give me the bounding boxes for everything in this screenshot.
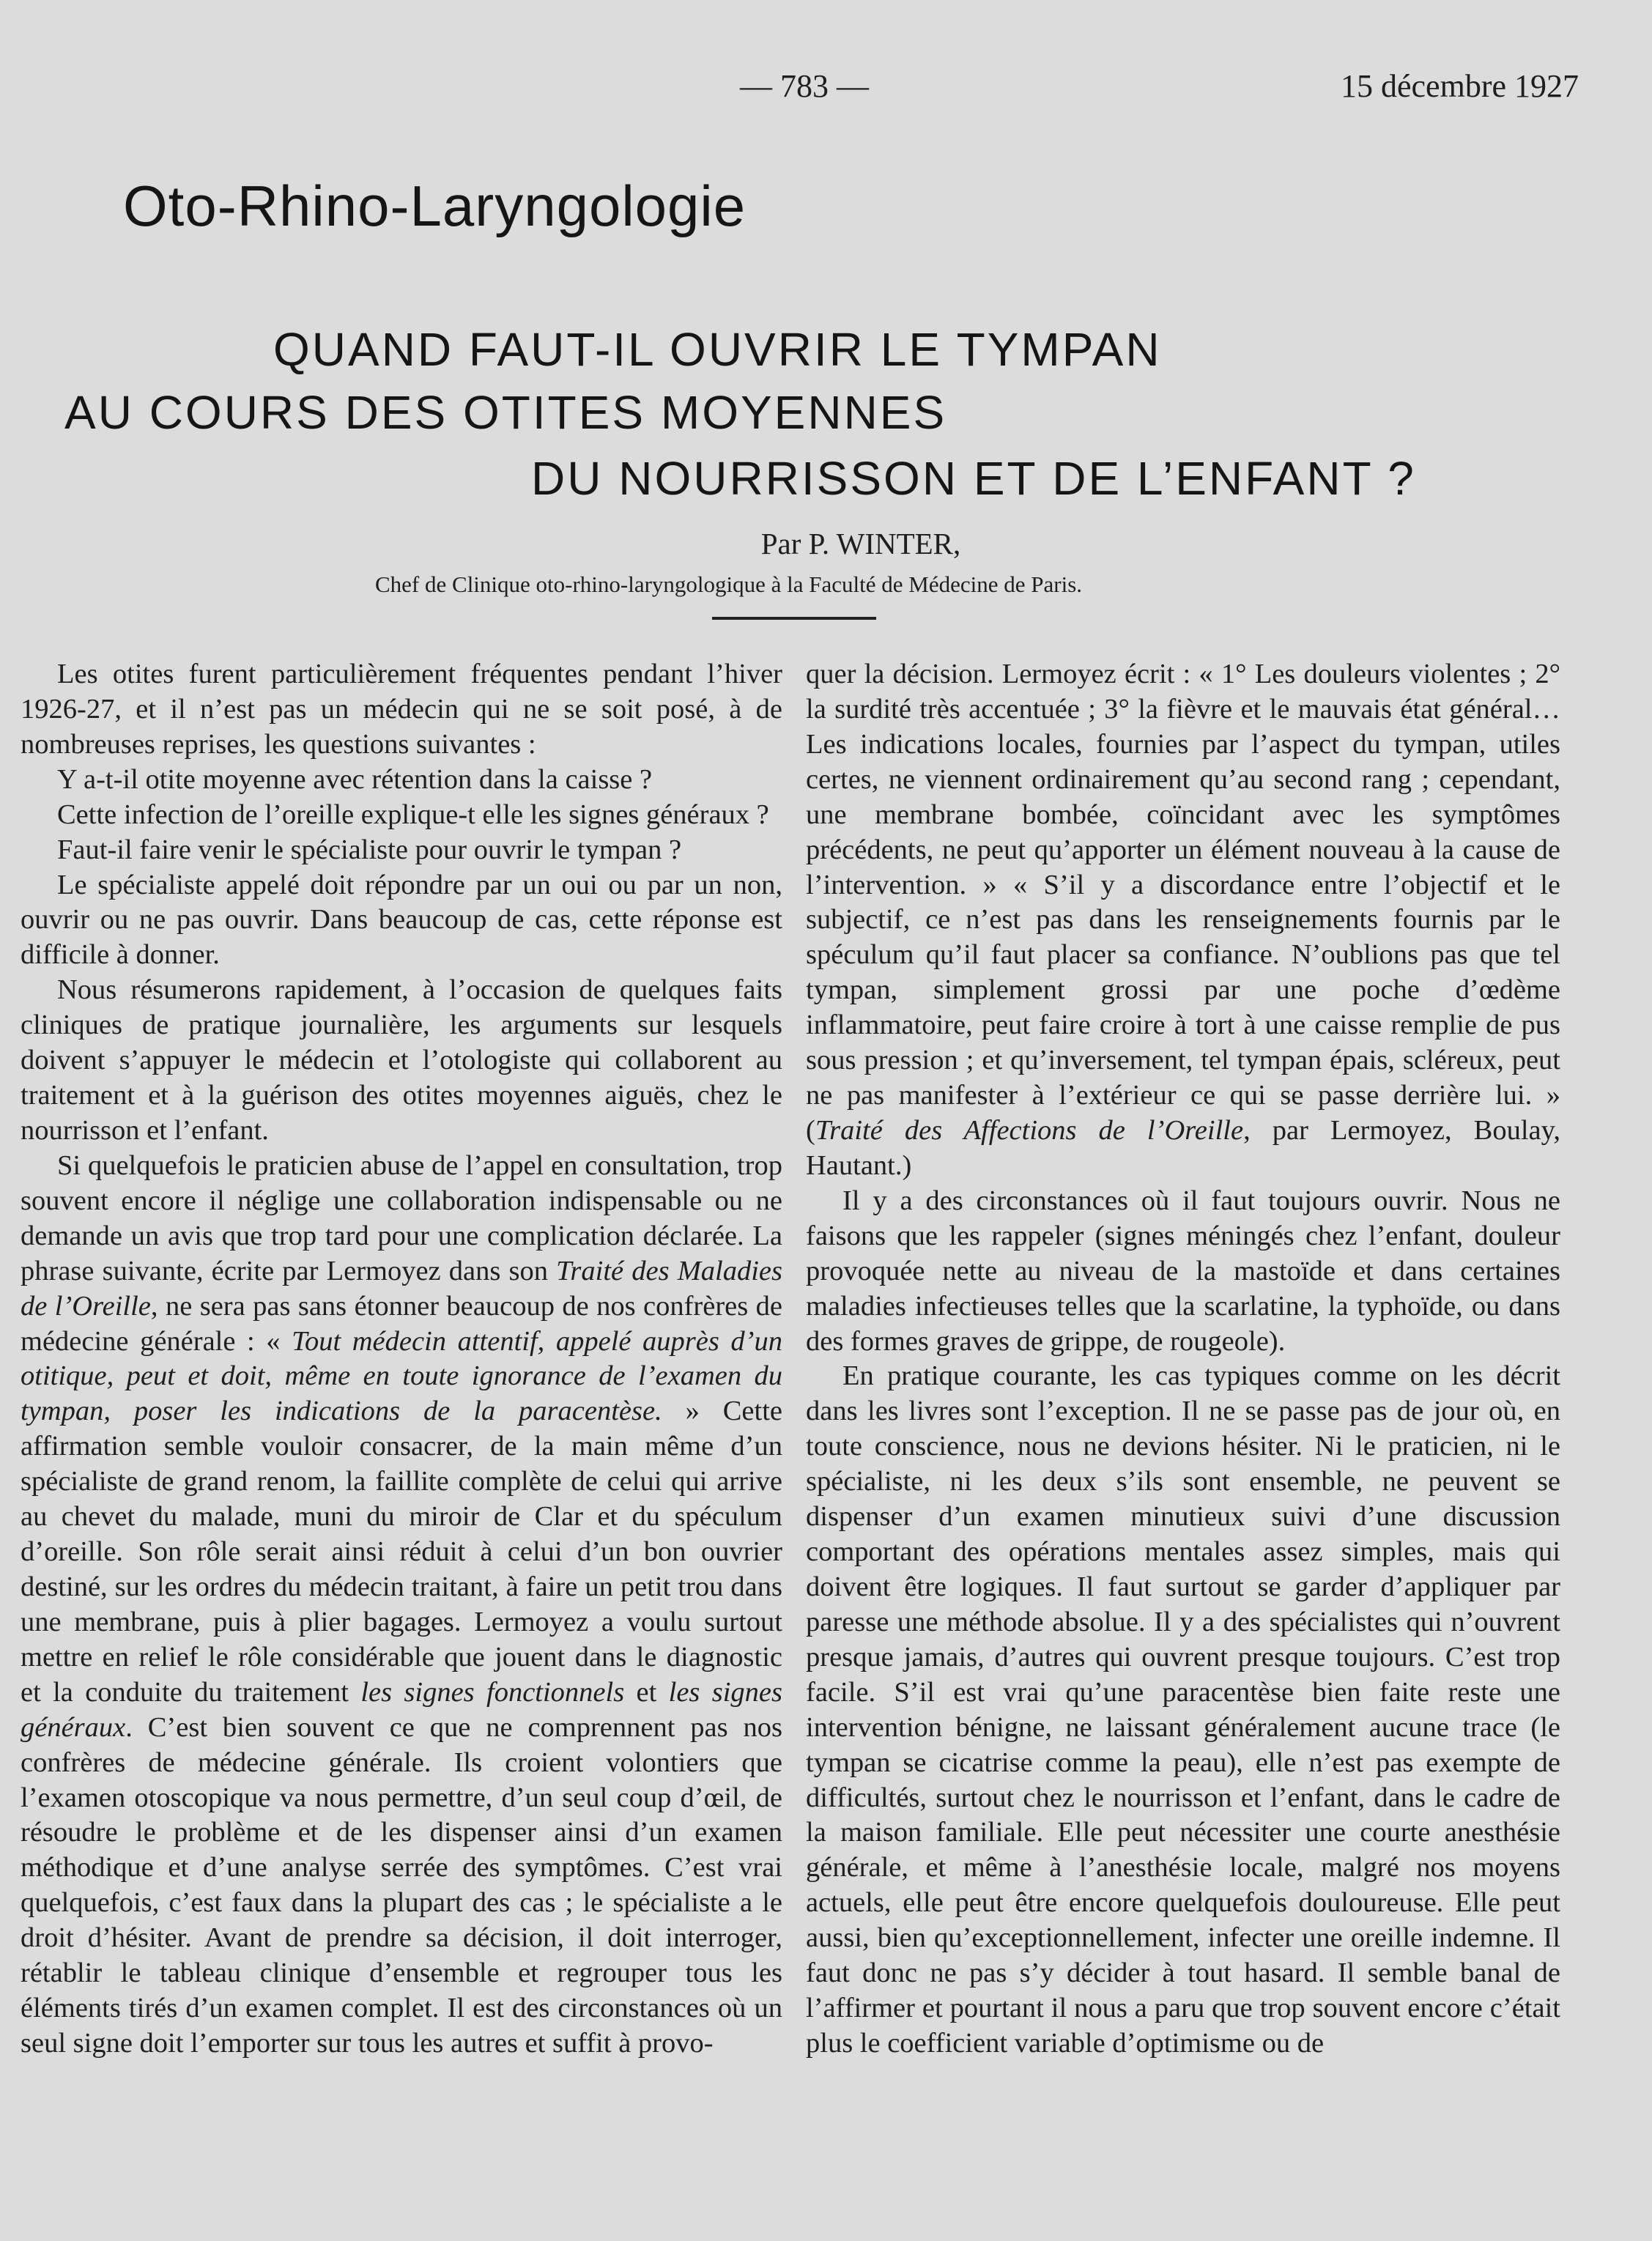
paragraph bbox=[806, 657, 1560, 1184]
text-run: Si quelquefois le praticien abuse de l’appel en consultation, trop souvent encore il néglige une collaboration indispensable ou ne demande un avis que trop tard pour une complication déclarée. La phrase suivante, écrite par Lermoyez dans son bbox=[21, 1149, 782, 1286]
book-title: Traité des Affections de l’Oreille bbox=[815, 1114, 1244, 1146]
title-divider-rule bbox=[712, 617, 876, 620]
paragraph: Les otites furent particulièrement fréquentes pendant l’hiver 1926-27, et il n’est pas un médecin qui ne se soit posé, à de nombreuses reprises, les questions suivantes : bbox=[21, 659, 782, 760]
text-run: » Cette affirmation semble vouloir consacrer, de la main même d’un spécialiste de grand renom, la faillite complète de celui qui arrive au chevet du malade, muni du miroir de Clar et du spéculum d’oreille. Son rôle serait ainsi réduit à celui d’un bon ouvrier destiné, sur les ordres du médecin traitant, à faire un petit trou dans une membrane, puis à plier bagages. Lermoyez a voulu surtout mettre en relief le rôle considérable que jouent dans le diagnostic et la conduite du traitement bbox=[21, 1396, 782, 1708]
paragraph: Le spécialiste appelé doit répondre par un oui ou par un non, ouvrir ou ne pas ouvrir. Dans beaucoup de cas, cette réponse est difficile à donner. bbox=[21, 869, 782, 971]
text-run: , ne sera pas sans étonner beaucoup de nos confrères de médecine générale : « bbox=[21, 1290, 782, 1357]
paragraph: Y a-t-il otite moyenne avec rétention dans la caisse ? bbox=[57, 763, 653, 795]
book-title: Traité des Maladies de l’Oreille bbox=[21, 1255, 782, 1322]
paragraph: Nous résumerons rapidement, à l’occasion de quelques faits cliniques de pratique journalière, les arguments sur lesquels doivent s’appuyer le médecin et l’otologiste qui collaborent au traitement et à la guérison des otites moyennes aiguës, chez le nourrisson et l’enfant. bbox=[21, 974, 782, 1146]
emphasis: les signes généraux bbox=[21, 1676, 782, 1743]
left-column bbox=[21, 657, 782, 2062]
right-column bbox=[806, 657, 1560, 2062]
quotation: Tout médecin attentif, appelé auprès d’un otitique, peut et doit, même en toute ignorance de l’examen du tympan, poser les indications de la paracentèse. bbox=[21, 1325, 782, 1427]
section-title: Oto-Rhino-Laryngologie bbox=[123, 174, 747, 238]
author-name: Par P. WINTER, bbox=[760, 527, 961, 560]
article-title-line: AU COURS DES OTITES MOYENNES bbox=[64, 386, 947, 439]
text-run: quer la décision. Lermoyez écrit : « 1° Les douleurs violentes ; 2° la surdité très accentuée ; 3° la fièvre et le mauvais état général… Les indications locales, fournies par l’aspect du tympan, utiles certes, ne viennent ordinairement qu’au second rang ; cependant, une membrane bombée, coïncidant avec les symptômes précédents, ne peut qu’apporter un élément nouveau à la cause de l’intervention. » « S’il y a discordance entre l’objectif et le subjectif, ce n’est pas dans les renseignements fournis par le spéculum qu’il faut placer sa confiance. N’oublions pas que tel tympan, simplement grossi par une poche d’œdème inflammatoire, peut faire croire à tort à une caisse remplie de pus sous pression ; et qu’inversement, tel tympan épais, scléreux, peut ne pas manifester à l’extérieur ce qui se passe derrière lui. » ( bbox=[806, 659, 1560, 1146]
text-run: , par Lermoyez, Boulay, Hautant.) bbox=[806, 1114, 1561, 1181]
article-title-line: QUAND FAUT-IL OUVRIR LE TYMPAN bbox=[273, 323, 1162, 376]
affiliation-text: Chef de Clinique oto-rhino-laryngologique à la Faculté de Médecine de Paris. bbox=[375, 571, 1083, 597]
article-title-line: DU NOURRISSON ET DE L’ENFANT ? bbox=[531, 452, 1416, 505]
emphasis: les signes fonctionnels bbox=[360, 1676, 625, 1708]
page-date: 15 décembre 1927 bbox=[1341, 68, 1579, 104]
paragraph: Faut-il faire venir le spécialiste pour ouvrir le tympan ? bbox=[57, 834, 682, 865]
text-run: et bbox=[624, 1676, 669, 1708]
paragraph: Il y a des circonstances où il faut toujours ouvrir. Nous ne faisons que les rappeler (signes méningés chez l’enfant, douleur provoquée nette au niveau de la mastoïde et dans certaines maladies infectieuses telles que la scarlatine, la typhoïde, ou dans des formes graves de grippe, de rougeole). bbox=[806, 1185, 1560, 1357]
text-run: . C’est bien souvent ce que ne comprennent pas nos confrères de médecine générale. Ils croient volontiers que l’examen otoscopique va nous permettre, d’un seul coup d’œil, de résoudre le problème et de les dispenser ainsi d’un examen méthodique et d’une analyse serrée des symptômes. C’est vrai quelquefois, c’est faux dans la plupart des cas ; le spécialiste a le droit d’hésiter. Avant de prendre sa décision, il doit interroger, rétablir le tableau clinique d’ensemble et regrouper tous les éléments tirés d’un examen complet. Il est des circonstances où un seul signe doit l’emporter sur tous les autres et suffit à provo- bbox=[21, 1711, 782, 2059]
paragraph: Cette infection de l’oreille explique-t elle les signes généraux ? bbox=[57, 799, 769, 830]
page-header bbox=[0, 67, 1652, 111]
author-byline bbox=[0, 526, 1652, 561]
page-number: — 783 — bbox=[740, 68, 869, 104]
paragraph bbox=[21, 1149, 782, 2062]
paragraph: En pratique courante, les cas typiques comme on les décrit dans les livres sont l’exception. Il ne se passe pas de jour où, en toute conscience, nous ne devions hésiter. Ni le praticien, ni le spécialiste, ni les deux s’ils sont ensemble, ne peuvent se dispenser d’un examen minutieux suivi d’une discussion comportant des opérations mentales assez simples, mais qui doivent être logiques. Il faut surtout se garder d’appliquer par paresse une méthode absolue. Il y a des spécialistes qui n’ouvrent presque jamais, d’autres qui ouvrent presque toujours. C’est trop facile. S’il est vrai qu’une paracentèse bien faite reste une intervention bénigne, ne laissant généralement aucune trace (le tympan se cicatrise comme la peau), elle n’est pas exempte de difficultés, surtout chez le nourrisson et l’enfant, dans le cadre de la maison familiale. Elle peut nécessiter une courte anesthésie générale, et même à l’anesthésie locale, malgré nos moyens actuels, elle peut être encore quelquefois douloureuse. Elle peut aussi, bien qu’exceptionnellement, infecter une oreille indemne. Il faut donc ne pas s’y décider à tout hasard. Il semble banal de l’affirmer et pourtant il nous a paru que trop souvent encore c’était plus le coefficient variable d’optimisme ou de bbox=[806, 1360, 1560, 2059]
